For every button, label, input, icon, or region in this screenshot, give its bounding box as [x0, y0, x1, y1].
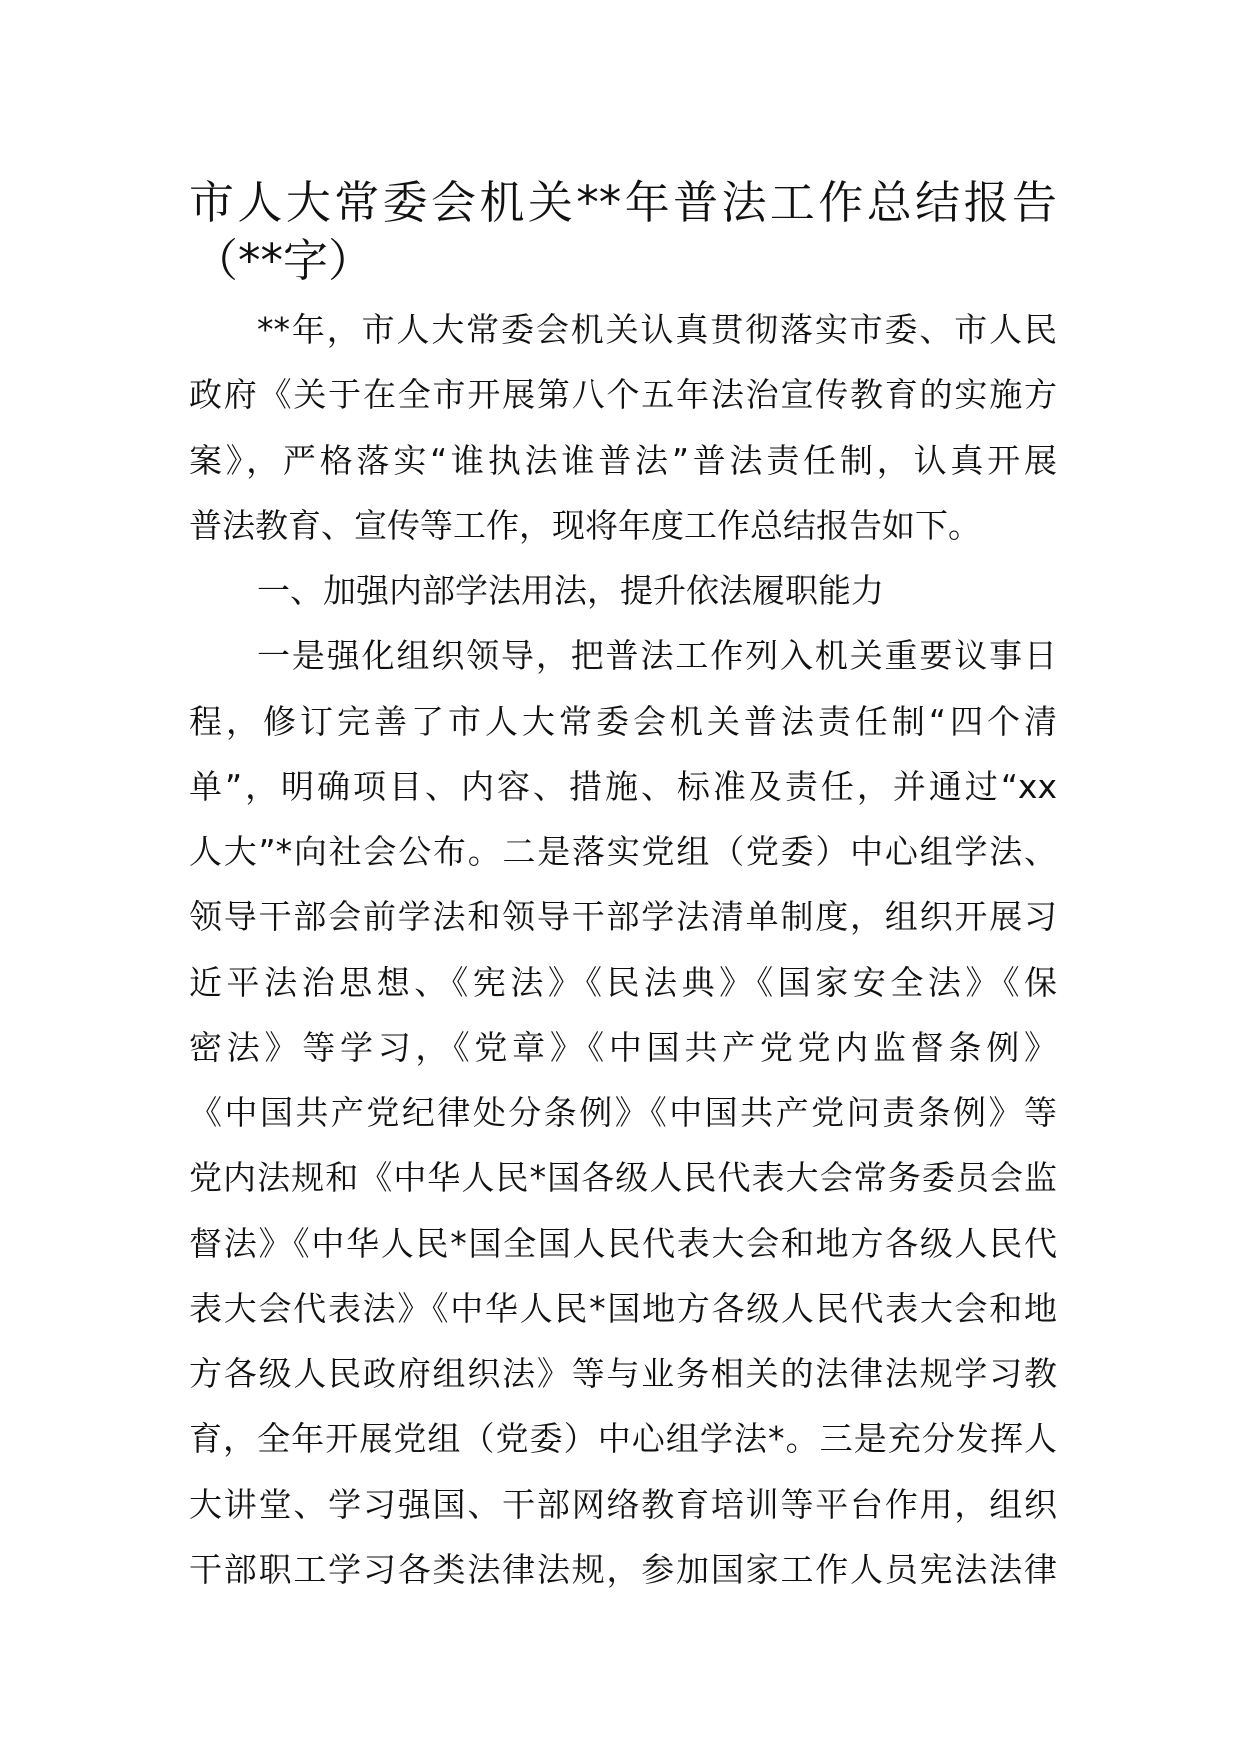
paragraph-line: 方各级人民政府组织法》等与业务相关的法律法规学习教: [189, 1354, 1057, 1393]
paragraph-line: **年，市人大常委会机关认真贯彻落实市委、市人民: [257, 310, 1057, 349]
paragraph-line: 党内法规和《中华人民*国各级人民代表大会常务委员会监: [189, 1158, 1057, 1198]
title-line: 市人大常委会机关**年普法工作总结报告: [189, 176, 1057, 229]
document-body: [189, 297, 1057, 1602]
paragraph-line: 大讲堂、学习强国、干部网络教育培训等平台作用，组织: [189, 1484, 1057, 1524]
paragraph-line: 普法教育、宣传等工作，现将年度工作总结报告如下。: [189, 505, 981, 545]
paragraph-line: 人大”*向社会公布。二是落实党组（党委）中心组学法、: [189, 832, 1057, 871]
paragraph-line: 育，全年开展党组（党委）中心组学法*。三是充分发挥人: [189, 1419, 1057, 1459]
paragraph-line: 案》，严格落实“谁执法谁普法”普法责任制，认真开展: [189, 440, 1057, 480]
title-subline: （**字）: [193, 234, 374, 287]
paragraph-line: 近平法治思想、《宪法》《民法典》《国家安全法》《保: [189, 962, 1057, 1002]
paragraph-line: 程，修订完善了市人大常委会机关普法责任制“四个清: [189, 701, 1057, 741]
document-title: [189, 174, 1057, 290]
paragraph-line: 单”，明确项目、内容、措施、标准及责任，并通过“xx: [189, 766, 1057, 806]
section-heading: 一、加强内部学法用法，提升依法履职能力: [257, 571, 884, 610]
paragraph-line: 政府《关于在全市开展第八个五年法治宣传教育的实施方: [189, 375, 1057, 415]
paragraph-line: 领导干部会前学法和领导干部学法清单制度，组织开展习: [189, 897, 1057, 937]
paragraph-line: 密法》等学习，《党章》《中国共产党党内监督条例》: [189, 1027, 1057, 1067]
paragraph-line: 表大会代表法》《中华人民*国地方各级人民代表大会和地: [189, 1288, 1057, 1328]
paragraph-line: 督法》《中华人民*国全国人民代表大会和地方各级人民代: [189, 1223, 1057, 1263]
paragraph-line: 一是强化组织领导，把普法工作列入机关重要议事日: [257, 636, 1057, 676]
paragraph-line: 《中国共产党纪律处分条例》《中国共产党问责条例》等: [189, 1093, 1057, 1132]
paragraph-line: 干部职工学习各类法律法规，参加国家工作人员宪法法律: [189, 1549, 1057, 1589]
